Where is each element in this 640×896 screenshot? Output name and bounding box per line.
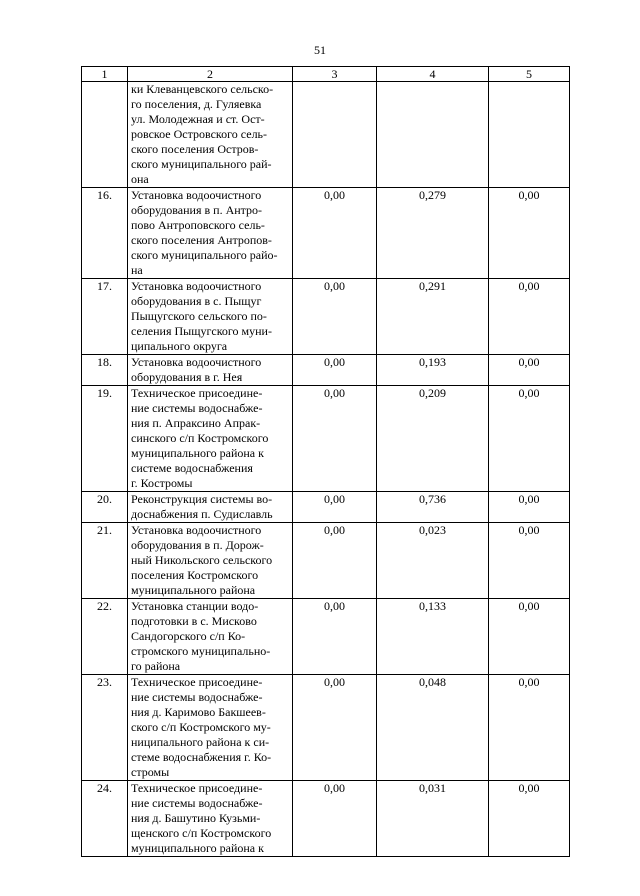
row-description bbox=[128, 82, 293, 188]
description-line: Реконструкция системы во- bbox=[131, 492, 273, 506]
description-line: го района bbox=[131, 659, 181, 673]
row-description bbox=[128, 355, 293, 386]
row-value-c3: 0,00 bbox=[293, 386, 377, 492]
table-row bbox=[82, 82, 570, 188]
description-line: Установка водоочистного bbox=[131, 355, 262, 369]
table-row bbox=[82, 599, 570, 675]
row-description bbox=[128, 279, 293, 355]
row-value-c3 bbox=[293, 82, 377, 188]
table-row bbox=[82, 781, 570, 857]
description-line: ского муниципального райо- bbox=[131, 248, 278, 262]
description-line: оборудования в п. Дорож- bbox=[131, 538, 264, 552]
table-row bbox=[82, 386, 570, 492]
table-row bbox=[82, 523, 570, 599]
description-line: муниципального района bbox=[131, 583, 256, 597]
table-row bbox=[82, 355, 570, 386]
row-number: 23. bbox=[82, 675, 128, 781]
row-description bbox=[128, 523, 293, 599]
description-line: ния д. Каримово Бакшеев- bbox=[131, 705, 266, 719]
description-line: оборудования в с. Пыщуг bbox=[131, 294, 262, 308]
description-line: Установка водоочистного bbox=[131, 523, 262, 537]
description-line: ровское Островского сель- bbox=[131, 127, 268, 141]
row-value-c5: 0,00 bbox=[489, 781, 570, 857]
description-line: доснабжения п. Судиславль bbox=[131, 507, 273, 521]
table-header-row bbox=[82, 67, 570, 82]
description-line: она bbox=[131, 172, 149, 186]
description-line: пово Антроповского сель- bbox=[131, 218, 265, 232]
row-number: 16. bbox=[82, 188, 128, 279]
description-line: ского с/п Костромского му- bbox=[131, 720, 271, 734]
description-line: ния п. Апраксино Апрак- bbox=[131, 416, 261, 430]
row-number: 19. bbox=[82, 386, 128, 492]
description-line: оборудования в г. Нея bbox=[131, 370, 243, 384]
page-number: 51 bbox=[314, 43, 326, 57]
description-line: поселения Костромского bbox=[131, 568, 259, 582]
description-line: ципального округа bbox=[131, 339, 228, 353]
row-description bbox=[128, 599, 293, 675]
description-line: Сандогорского с/п Ко- bbox=[131, 629, 246, 643]
row-value-c5: 0,00 bbox=[489, 492, 570, 523]
description-line: ки Клеванцевского сельско- bbox=[131, 82, 274, 96]
row-value-c3: 0,00 bbox=[293, 523, 377, 599]
column-header: 4 bbox=[377, 67, 489, 82]
row-number: 22. bbox=[82, 599, 128, 675]
description-line: ния д. Башутино Кузьми- bbox=[131, 811, 261, 825]
description-line: ние системы водоснабже- bbox=[131, 401, 263, 415]
description-line: Установка водоочистного bbox=[131, 188, 262, 202]
description-line: стеме водоснабжения г. Ко- bbox=[131, 750, 272, 764]
row-value-c3: 0,00 bbox=[293, 279, 377, 355]
table-row bbox=[82, 188, 570, 279]
description-line: системе водоснабжения bbox=[131, 461, 253, 475]
description-line: ный Никольского сельского bbox=[131, 553, 273, 567]
description-line: Техническое присоедине- bbox=[131, 781, 263, 795]
description-line: ние системы водоснабже- bbox=[131, 690, 263, 704]
row-value-c3: 0,00 bbox=[293, 675, 377, 781]
description-line: Техническое присоедине- bbox=[131, 675, 263, 689]
row-value-c5: 0,00 bbox=[489, 355, 570, 386]
row-description bbox=[128, 492, 293, 523]
table-row bbox=[82, 675, 570, 781]
description-line: синского с/п Костромского bbox=[131, 431, 269, 445]
description-line: ского муниципального рай- bbox=[131, 157, 272, 171]
description-line: ского поселения Остров- bbox=[131, 142, 259, 156]
row-value-c3: 0,00 bbox=[293, 781, 377, 857]
row-value-c4 bbox=[377, 82, 489, 188]
description-line: Пыщугского сельского по- bbox=[131, 309, 267, 323]
description-line: щенского с/п Костромского bbox=[131, 826, 272, 840]
row-value-c3: 0,00 bbox=[293, 492, 377, 523]
row-number: 20. bbox=[82, 492, 128, 523]
row-value-c3: 0,00 bbox=[293, 599, 377, 675]
row-description bbox=[128, 188, 293, 279]
description-line: ул. Молодежная и ст. Ост- bbox=[131, 112, 265, 126]
row-value-c5: 0,00 bbox=[489, 279, 570, 355]
row-description bbox=[128, 781, 293, 857]
description-line: ниципального района к си- bbox=[131, 735, 270, 749]
description-line: Установка станции водо- bbox=[131, 599, 259, 613]
row-value-c4: 0,031 bbox=[377, 781, 489, 857]
description-line: подготовки в с. Мисково bbox=[131, 614, 257, 628]
column-header: 5 bbox=[489, 67, 570, 82]
row-number: 21. bbox=[82, 523, 128, 599]
description-line: стромского муниципально- bbox=[131, 644, 271, 658]
row-number bbox=[82, 82, 128, 188]
row-value-c5 bbox=[489, 82, 570, 188]
row-value-c4: 0,048 bbox=[377, 675, 489, 781]
row-value-c4: 0,736 bbox=[377, 492, 489, 523]
row-value-c5: 0,00 bbox=[489, 675, 570, 781]
row-value-c3: 0,00 bbox=[293, 355, 377, 386]
row-value-c5: 0,00 bbox=[489, 599, 570, 675]
row-value-c4: 0,193 bbox=[377, 355, 489, 386]
description-line: оборудования в п. Антро- bbox=[131, 203, 263, 217]
row-number: 17. bbox=[82, 279, 128, 355]
column-header: 3 bbox=[293, 67, 377, 82]
table-row bbox=[82, 279, 570, 355]
row-description bbox=[128, 386, 293, 492]
row-number: 24. bbox=[82, 781, 128, 857]
row-value-c4: 0,291 bbox=[377, 279, 489, 355]
row-value-c4: 0,209 bbox=[377, 386, 489, 492]
row-value-c4: 0,023 bbox=[377, 523, 489, 599]
row-description bbox=[128, 675, 293, 781]
description-line: селения Пыщугского муни- bbox=[131, 324, 272, 338]
column-header: 1 bbox=[82, 67, 128, 82]
column-header: 2 bbox=[128, 67, 293, 82]
row-value-c5: 0,00 bbox=[489, 523, 570, 599]
row-number: 18. bbox=[82, 355, 128, 386]
description-line: Техническое присоедине- bbox=[131, 386, 263, 400]
row-value-c4: 0,279 bbox=[377, 188, 489, 279]
description-line: ского поселения Антропов- bbox=[131, 233, 272, 247]
data-table bbox=[81, 66, 570, 857]
description-line: стромы bbox=[131, 765, 170, 779]
row-value-c5: 0,00 bbox=[489, 386, 570, 492]
description-line: го поселения, д. Гуляевка bbox=[131, 97, 262, 111]
description-line: ние системы водоснабже- bbox=[131, 796, 263, 810]
description-line: муниципального района к bbox=[131, 841, 264, 855]
description-line: г. Костромы bbox=[131, 476, 193, 490]
description-line: муниципального района к bbox=[131, 446, 264, 460]
table-row bbox=[82, 492, 570, 523]
description-line: Установка водоочистного bbox=[131, 279, 262, 293]
description-line: на bbox=[131, 263, 143, 277]
row-value-c5: 0,00 bbox=[489, 188, 570, 279]
row-value-c3: 0,00 bbox=[293, 188, 377, 279]
row-value-c4: 0,133 bbox=[377, 599, 489, 675]
